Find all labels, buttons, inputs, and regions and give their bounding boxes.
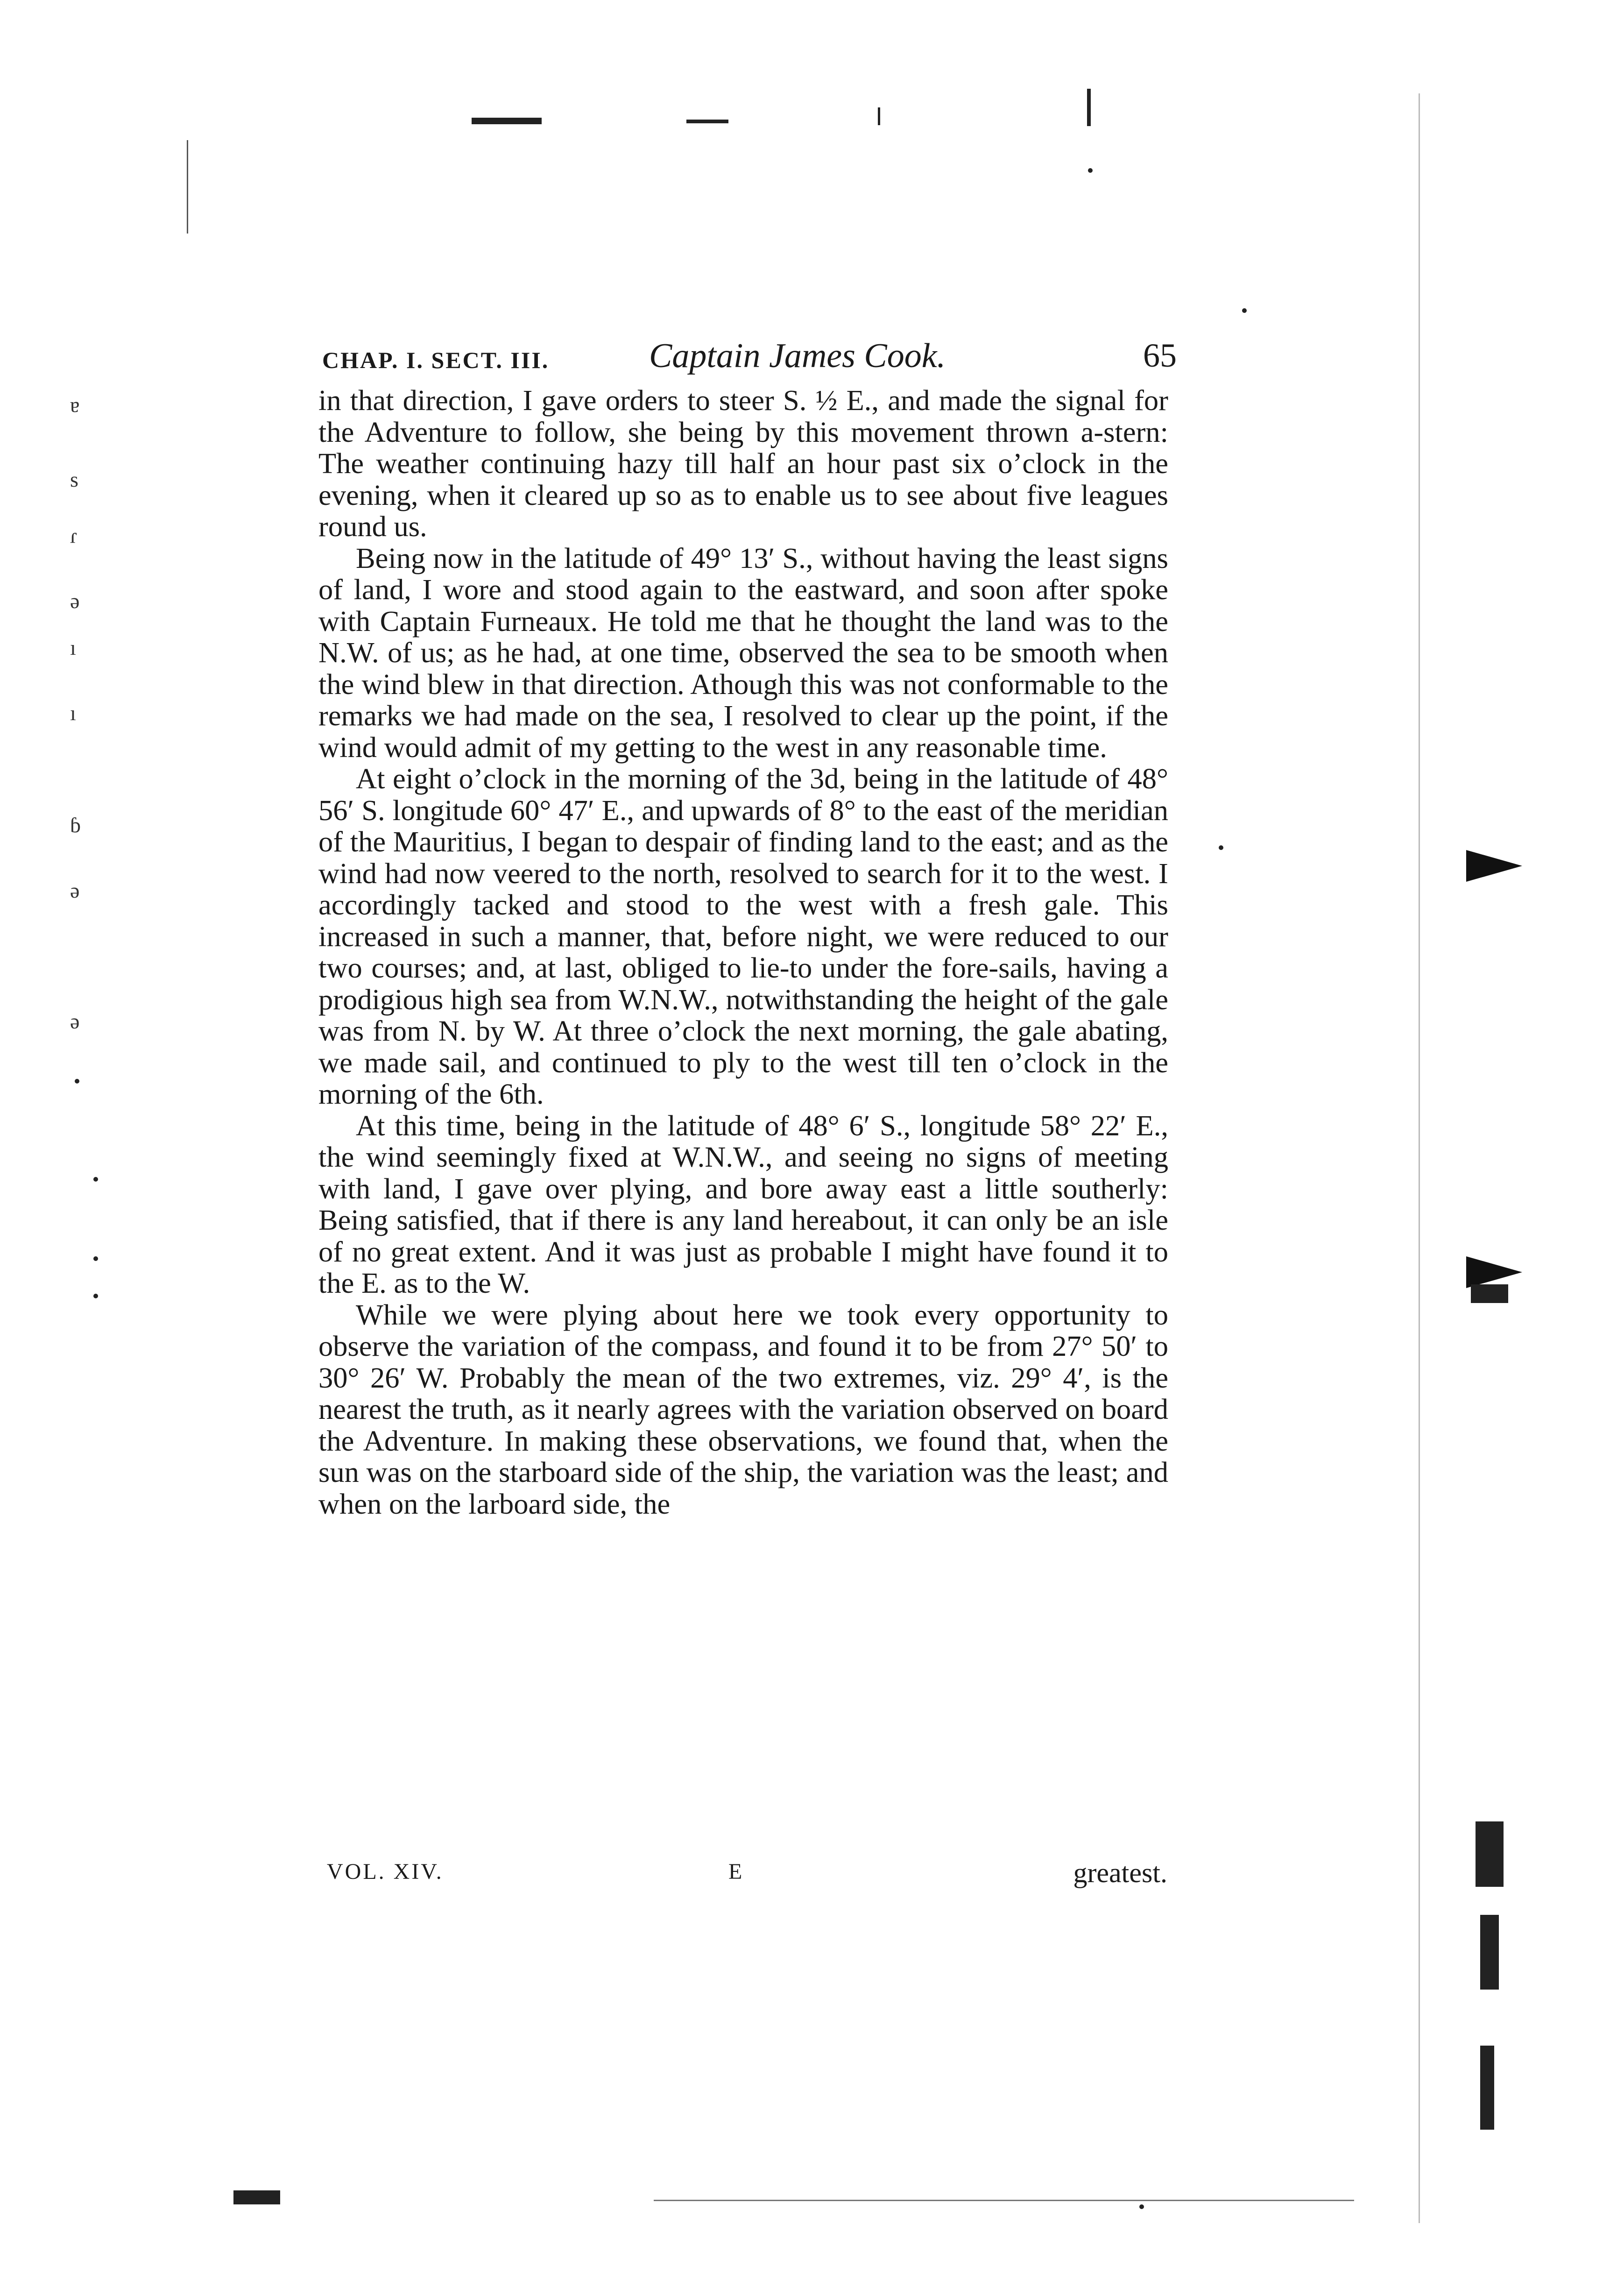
scan-bottom-rule xyxy=(654,2200,1354,2201)
show-through-glyph: ı xyxy=(70,701,76,725)
paragraph: Being now in the latitude of 49° 13′ S., without having the least signs of land, I wore and stood again to the eastward, and soon after spoke with Captain Furneaux. He told me that he thought the land was to the N.W. of us; as he had, at one time, observed the sea to be smooth when the wind blew in that direction. Athough this was not conformable to the remarks we had made on the sea, I resolved to clear up the point, if the wind would admit of my getting to the west in any reasonable time. xyxy=(318,541,1168,764)
signature-mark: E xyxy=(728,1859,742,1884)
paragraph: At eight o’clock in the morning of the 3d, being in the latitude of 48° 56′ S. longitude 60° 47′ E., and upwards of 8° to the east of the meridian of the Mauritius, I began to despair of finding land to the east; and as the wind had now veered to the north, resolved to search for it to the west. I accordingly tacked and stood to the west with a fresh gale. This increased in such a manner, that, before night, we were reduced to our two courses; and, at last, obliged to lie-to under the fore-sails, having a prodigious high sea from W.N.W., notwithstanding the height of the gale was from N. by W. At three o’clock the next morning, the gale abating, we made sail, and continued to ply to the west till ten o’clock in the morning of the 6th. xyxy=(318,762,1168,1110)
volume-label: VOL. XIV. xyxy=(327,1859,444,1884)
scan-speck xyxy=(1139,2204,1144,2209)
scan-speck xyxy=(75,1079,79,1084)
show-through-glyph: ə xyxy=(70,1009,80,1033)
scan-top-mark xyxy=(472,118,542,124)
paragraph: in that direction, I gave orders to steer S. ½ E., and made the signal for the Adventure to follow, she being by this movement thrown a-stern: The weather continuing hazy till half an hour past six o’clock in the evening, when it cleared up so as to enable us to see about five leagues round us. xyxy=(318,384,1168,543)
scan-speck xyxy=(1242,308,1247,313)
scan-speck xyxy=(1088,168,1093,173)
scan-right-block xyxy=(1471,1284,1508,1303)
scan-speck xyxy=(93,1294,98,1298)
running-head xyxy=(322,336,1177,388)
section-label: CHAP. I. SECT. III. xyxy=(322,347,550,373)
scan-speck xyxy=(93,1256,98,1261)
show-through-glyph: ə xyxy=(70,589,80,613)
show-through-glyph: ə xyxy=(70,878,80,902)
scan-right-block xyxy=(1480,1915,1499,1990)
paragraph: While we were plying about here we took every opportunity to observe the variation of the compass, and found it to be from 27° 50′ to 30° 26′ W. Probably the mean of the two extremes, viz. 29° 4′, is the nearest the truth, as it nearly agrees with the variation observed on board the Adventure. In making these observations, we found that, when the sun was on the starboard side of the ship, the variation was the least; and when on the larboard side, the xyxy=(318,1298,1168,1520)
scan-top-tick xyxy=(1087,89,1091,126)
body-text xyxy=(318,385,1168,1520)
show-through-glyph: s xyxy=(70,468,78,491)
show-through-glyph: ɾ xyxy=(70,524,78,547)
running-title: Captain James Cook. xyxy=(649,337,946,375)
scan-right-block xyxy=(1476,1821,1504,1887)
scan-bottom-mark xyxy=(233,2190,280,2204)
scan-right-arrow xyxy=(1466,1256,1522,1288)
show-through-glyph: ɓ xyxy=(70,813,81,837)
scan-top-mark xyxy=(686,120,728,123)
scan-speck xyxy=(1219,845,1223,850)
scan-left-rule xyxy=(187,140,188,234)
scan-right-rule xyxy=(1419,93,1420,2223)
paragraph: At this time, being in the latitude of 48° 6′ S., longitude 58° 22′ E., the wind seemingly fixed at W.N.W., and seeing no signs of meeting with land, I gave over plying, and bore away east a little southerly: Being satisfied, that if there is any land hereabout, it can only be an isle of no great extent. And it was just as probable I might have found it to the E. as to the W. xyxy=(318,1109,1168,1299)
show-through-glyph: ɐ xyxy=(70,393,80,417)
scan-speck xyxy=(93,1177,98,1182)
scan-right-block xyxy=(1480,2046,1494,2130)
page-number: 65 xyxy=(1143,337,1177,374)
catchword: greatest. xyxy=(1073,1857,1167,1888)
page-footer xyxy=(327,1859,1167,1891)
scan-top-tick xyxy=(878,107,880,125)
show-through-glyph: ı xyxy=(70,636,76,659)
scan-right-arrow xyxy=(1466,850,1522,882)
